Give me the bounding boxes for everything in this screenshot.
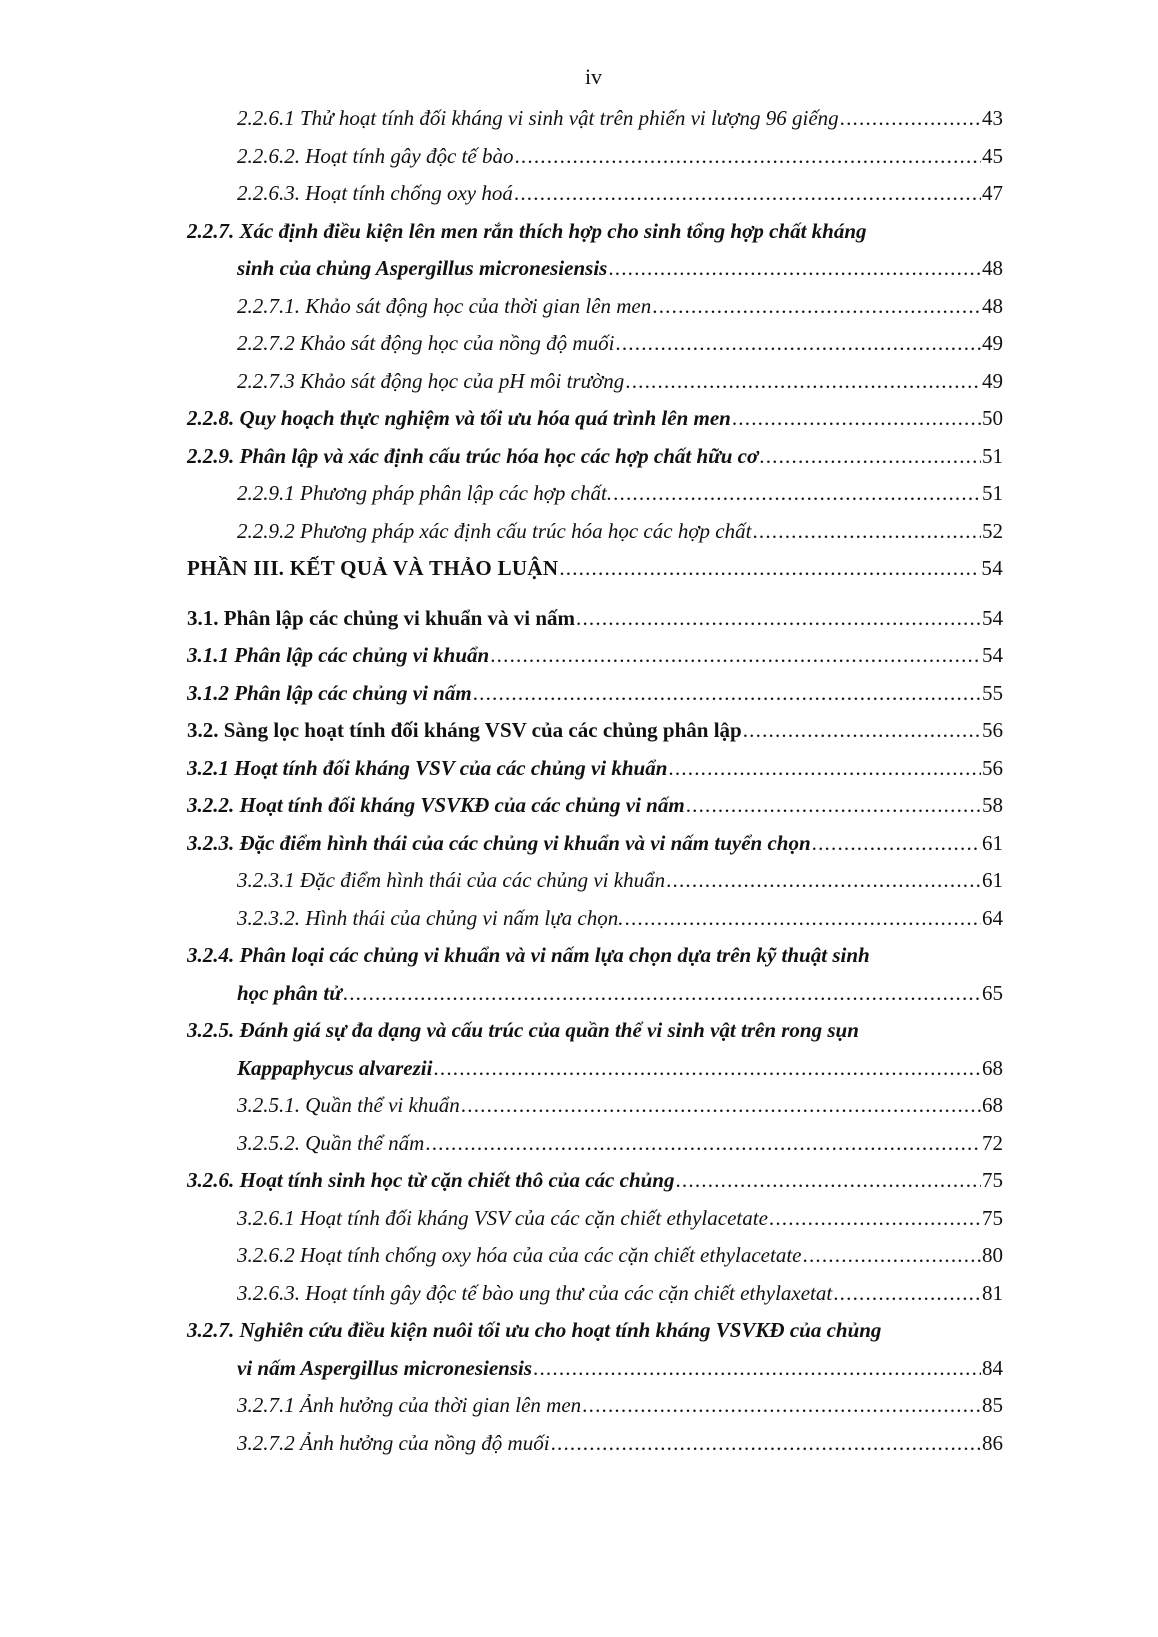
toc-entry-page-number: 55 [982, 680, 1003, 705]
toc-entry-line [187, 637, 1003, 675]
toc-entry[interactable] [187, 787, 1003, 825]
toc-entry[interactable] [187, 1125, 1003, 1163]
dot-leader [615, 325, 981, 363]
toc-entry-page-number: 80 [982, 1243, 1003, 1267]
toc-entry-page-number: 50 [982, 406, 1003, 430]
toc-entry[interactable] [187, 513, 1003, 551]
dot-leader [425, 1125, 981, 1163]
toc-entry-title: 2.2.7.2 Khảo sát động học của nồng độ muối [237, 331, 615, 355]
page-number: iv [584, 64, 603, 89]
toc-entry-page-number: 68 [982, 1055, 1003, 1080]
toc-entry-title: vi nấm Aspergillus micronesiensis [237, 1355, 533, 1380]
dot-leader [769, 1200, 981, 1238]
dot-leader [576, 600, 981, 638]
dot-leader [582, 1387, 981, 1425]
toc-entry-title-first-line: 3.2.5. Đánh giá sự đa dạng và cấu trúc của quần thể vi sinh vật trên rong sụn [187, 1018, 859, 1042]
toc-entry-page-number: 61 [982, 830, 1003, 855]
toc-entry-line [237, 1275, 1003, 1313]
toc-entry-page-number: 84 [982, 1355, 1003, 1380]
toc-entry-title: 3.2.3.2. Hình thái của chủng vi nấm lựa chọn. [237, 905, 624, 930]
toc-entry-line [187, 438, 1003, 476]
toc-entry-continuation [187, 1350, 1003, 1388]
toc-entry-title: 2.2.6.1 Thử hoạt tính đối kháng vi sinh vật trên phiến vi lượng 96 giếng [237, 106, 839, 130]
dot-leader [433, 1050, 981, 1088]
dot-leader [514, 175, 981, 213]
toc-entry[interactable] [187, 1237, 1003, 1275]
toc-entry-line [237, 900, 1003, 938]
toc-entry-title: 3.2.5.1. Quần thể vi khuẩn [237, 1093, 460, 1117]
toc-entry-line [237, 862, 1003, 900]
toc-entry[interactable] [187, 825, 1003, 863]
toc-entry-title: PHẦN III. KẾT QUẢ VÀ THẢO LUẬN [187, 556, 559, 580]
toc-entry-title: học phân tử [237, 980, 342, 1005]
toc-entry-title: 3.2.6.1 Hoạt tính đối kháng VSV của các cặn chiết ethylacetate [237, 1205, 768, 1230]
toc-entry-line [237, 1350, 1003, 1388]
toc-entry-title: 3.2. Sàng lọc hoạt tính đối kháng VSV của các chủng phân lập [187, 718, 742, 742]
table-of-contents [187, 100, 1003, 1462]
toc-entry-title: 3.2.6.3. Hoạt tính gây độc tế bào ung thư của các cặn chiết ethylaxetat [237, 1280, 833, 1305]
dot-leader [833, 1275, 981, 1313]
toc-entry[interactable] [187, 475, 1003, 513]
toc-entry-line [237, 363, 1003, 401]
toc-entry[interactable] [187, 900, 1003, 938]
toc-entry-page-number: 45 [982, 143, 1003, 168]
toc-entry-page-number: 81 [982, 1280, 1003, 1305]
toc-entry-line [237, 1425, 1003, 1463]
toc-entry-continuation [187, 1050, 1003, 1088]
toc-entry-line [237, 1237, 1003, 1275]
toc-entry-page-number: 68 [982, 1093, 1003, 1117]
toc-entry-title: 2.2.6.3. Hoạt tính chống oxy hoá [237, 181, 513, 205]
toc-entry-title: 3.1.1 Phân lập các chủng vi khuẩn [187, 643, 490, 667]
toc-entry-line [237, 288, 1003, 326]
toc-entry-page-number: 43 [982, 106, 1003, 130]
toc-entry-title: 3.2.6. Hoạt tính sinh học từ cặn chiết thô của các chủng [187, 1168, 675, 1192]
dot-leader [343, 975, 981, 1013]
toc-entry-page-number: 47 [982, 181, 1003, 205]
dot-leader [812, 825, 981, 863]
toc-entry-page-number: 85 [982, 1393, 1003, 1417]
toc-entry[interactable] [187, 400, 1003, 438]
toc-entry-title: 2.2.6.2. Hoạt tính gây độc tế bào [237, 143, 514, 168]
toc-entry[interactable] [187, 937, 1003, 1012]
toc-entry-page-number: 52 [982, 518, 1003, 543]
toc-entry-title: 2.2.9.1 Phương pháp phân lập các hợp chất. [237, 481, 613, 505]
dot-leader [625, 363, 981, 401]
toc-entry-title-first-line: 3.2.7. Nghiên cứu điều kiện nuôi tối ưu cho hoạt tính kháng VSVKĐ của chủng [187, 1318, 882, 1342]
dot-leader [559, 550, 980, 588]
toc-entry[interactable] [187, 1200, 1003, 1238]
toc-entry[interactable] [187, 1162, 1003, 1200]
toc-entry[interactable] [187, 213, 1003, 288]
toc-entry[interactable] [187, 600, 1003, 638]
toc-entry-page-number: 86 [982, 1430, 1003, 1455]
dot-leader [752, 513, 981, 551]
toc-entry[interactable] [187, 1425, 1003, 1463]
toc-entry-line [187, 750, 1003, 788]
dot-leader [473, 675, 981, 713]
toc-entry-title: 3.2.7.1 Ảnh hưởng của thời gian lên men [237, 1393, 582, 1417]
toc-entry[interactable] [187, 1087, 1003, 1125]
toc-entry-page-number: 56 [982, 718, 1003, 742]
toc-entry[interactable] [187, 175, 1003, 213]
toc-entry-page-number: 75 [982, 1205, 1003, 1230]
toc-entry-line [187, 787, 1003, 825]
toc-entry[interactable] [187, 637, 1003, 675]
toc-entry-line [237, 250, 1003, 288]
toc-entry-title: 3.2.3.1 Đặc điểm hình thái của các chủng vi khuẩn [237, 868, 666, 892]
toc-entry-line [237, 1050, 1003, 1088]
toc-entry-line [187, 400, 1003, 438]
toc-entry-title: 3.2.5.2. Quần thể nấm [237, 1130, 425, 1155]
dot-leader [686, 787, 981, 825]
toc-entry-title: 3.1. Phân lập các chủng vi khuẩn và vi nấm [187, 605, 576, 630]
toc-entry-line [237, 1125, 1003, 1163]
toc-entry-continuation [187, 975, 1003, 1013]
toc-entry-title: 3.2.6.2 Hoạt tính chống oxy hóa của của các cặn chiết ethylacetate [237, 1243, 802, 1267]
toc-entry[interactable] [187, 363, 1003, 401]
toc-entry-line [237, 175, 1003, 213]
toc-entry[interactable] [187, 675, 1003, 713]
toc-entry[interactable] [187, 1312, 1003, 1387]
toc-entry-line [187, 1162, 1003, 1200]
toc-entry-line [237, 1200, 1003, 1238]
dot-leader [666, 862, 981, 900]
toc-entry-title: 3.2.7.2 Ảnh hưởng của nồng độ muối [237, 1430, 550, 1455]
toc-entry-line [187, 550, 1003, 588]
toc-entry-page-number: 64 [982, 905, 1003, 930]
toc-entry-page-number: 51 [982, 443, 1003, 468]
toc-entry-line [237, 138, 1003, 176]
toc-entry-line [187, 675, 1003, 713]
toc-entry-continuation [187, 250, 1003, 288]
toc-entry[interactable] [187, 438, 1003, 476]
toc-entry-title: 2.2.9. Phân lập và xác định cấu trúc hóa học các hợp chất hữu cơ [187, 443, 759, 468]
toc-entry-line [187, 712, 1003, 750]
toc-entry-page-number: 56 [982, 755, 1003, 780]
dot-leader [625, 900, 982, 938]
dot-leader [652, 288, 981, 326]
toc-entry-title: 3.2.1 Hoạt tính đối kháng VSV của các chủng vi khuẩn [187, 755, 668, 780]
dot-leader [551, 1425, 981, 1463]
dot-leader [743, 712, 981, 750]
dot-leader [533, 1350, 981, 1388]
toc-entry-line [187, 600, 1003, 638]
toc-entry[interactable] [187, 712, 1003, 750]
toc-entry[interactable] [187, 862, 1003, 900]
dot-leader [675, 1162, 981, 1200]
dot-leader [803, 1237, 982, 1275]
toc-entry-line [237, 513, 1003, 551]
toc-entry[interactable] [187, 1387, 1003, 1425]
toc-entry-page-number: 48 [982, 256, 1003, 280]
dot-leader [759, 438, 981, 476]
toc-entry-line [237, 325, 1003, 363]
toc-entry-line [237, 100, 1003, 138]
toc-entry[interactable] [187, 750, 1003, 788]
dot-leader [840, 100, 981, 138]
toc-entry[interactable] [187, 1275, 1003, 1313]
toc-entry-page-number: 75 [982, 1168, 1003, 1192]
toc-entry[interactable] [187, 1012, 1003, 1087]
toc-entry-page-number: 49 [982, 368, 1003, 393]
toc-entry-line [237, 475, 1003, 513]
toc-entry-page-number: 54 [982, 605, 1003, 630]
toc-entry-page-number: 48 [982, 293, 1003, 318]
dot-leader [732, 400, 981, 438]
toc-entry-title: sinh của chủng Aspergillus micronesiensis [237, 256, 608, 280]
toc-entry-title: 3.1.2 Phân lập các chủng vi nấm [187, 680, 472, 705]
toc-entry-title-first-line: 3.2.4. Phân loại các chủng vi khuẩn và vi nấm lựa chọn dựa trên kỹ thuật sinh [187, 943, 870, 967]
toc-entry-title: 2.2.9.2 Phương pháp xác định cấu trúc hóa học các hợp chất [237, 518, 752, 543]
toc-entry-title: Kappaphycus alvarezii [237, 1055, 433, 1080]
toc-entry-title: 2.2.8. Quy hoạch thực nghiệm và tối ưu hóa quá trình lên men [187, 406, 731, 430]
toc-entry-page-number: 65 [982, 980, 1003, 1005]
dot-leader [461, 1087, 981, 1125]
toc-entry[interactable] [187, 288, 1003, 326]
toc-entry[interactable] [187, 325, 1003, 363]
dot-leader [668, 750, 981, 788]
dot-leader [613, 475, 981, 513]
toc-entry-page-number: 51 [982, 481, 1003, 505]
toc-entry-page-number: 54 [981, 556, 1003, 580]
toc-entry-page-number: 61 [982, 868, 1003, 892]
toc-entry-title-first-line: 2.2.7. Xác định điều kiện lên men rắn thích hợp cho sinh tổng hợp chất kháng [187, 218, 867, 243]
dot-leader [490, 637, 981, 675]
toc-entry[interactable] [187, 138, 1003, 176]
toc-entry-line [187, 825, 1003, 863]
dot-leader [514, 138, 981, 176]
toc-entry-title: 2.2.7.1. Khảo sát động học của thời gian lên men [237, 293, 652, 318]
toc-entry-title: 2.2.7.3 Khảo sát động học của pH môi trường [237, 368, 625, 393]
toc-entry-page-number: 54 [982, 643, 1003, 667]
toc-entry-title: 3.2.2. Hoạt tính đối kháng VSVKĐ của các chủng vi nấm [187, 793, 685, 817]
toc-entry[interactable] [187, 550, 1003, 588]
toc-entry-page-number: 49 [982, 331, 1003, 355]
toc-entry[interactable] [187, 100, 1003, 138]
toc-entry-line [237, 1087, 1003, 1125]
toc-entry-page-number: 58 [982, 793, 1003, 817]
toc-entry-page-number: 72 [982, 1130, 1003, 1155]
toc-entry-line [237, 975, 1003, 1013]
toc-entry-line [237, 1387, 1003, 1425]
toc-entry-title: 3.2.3. Đặc điểm hình thái của các chủng vi khuẩn và vi nấm tuyển chọn [187, 830, 811, 855]
dot-leader [608, 250, 981, 288]
